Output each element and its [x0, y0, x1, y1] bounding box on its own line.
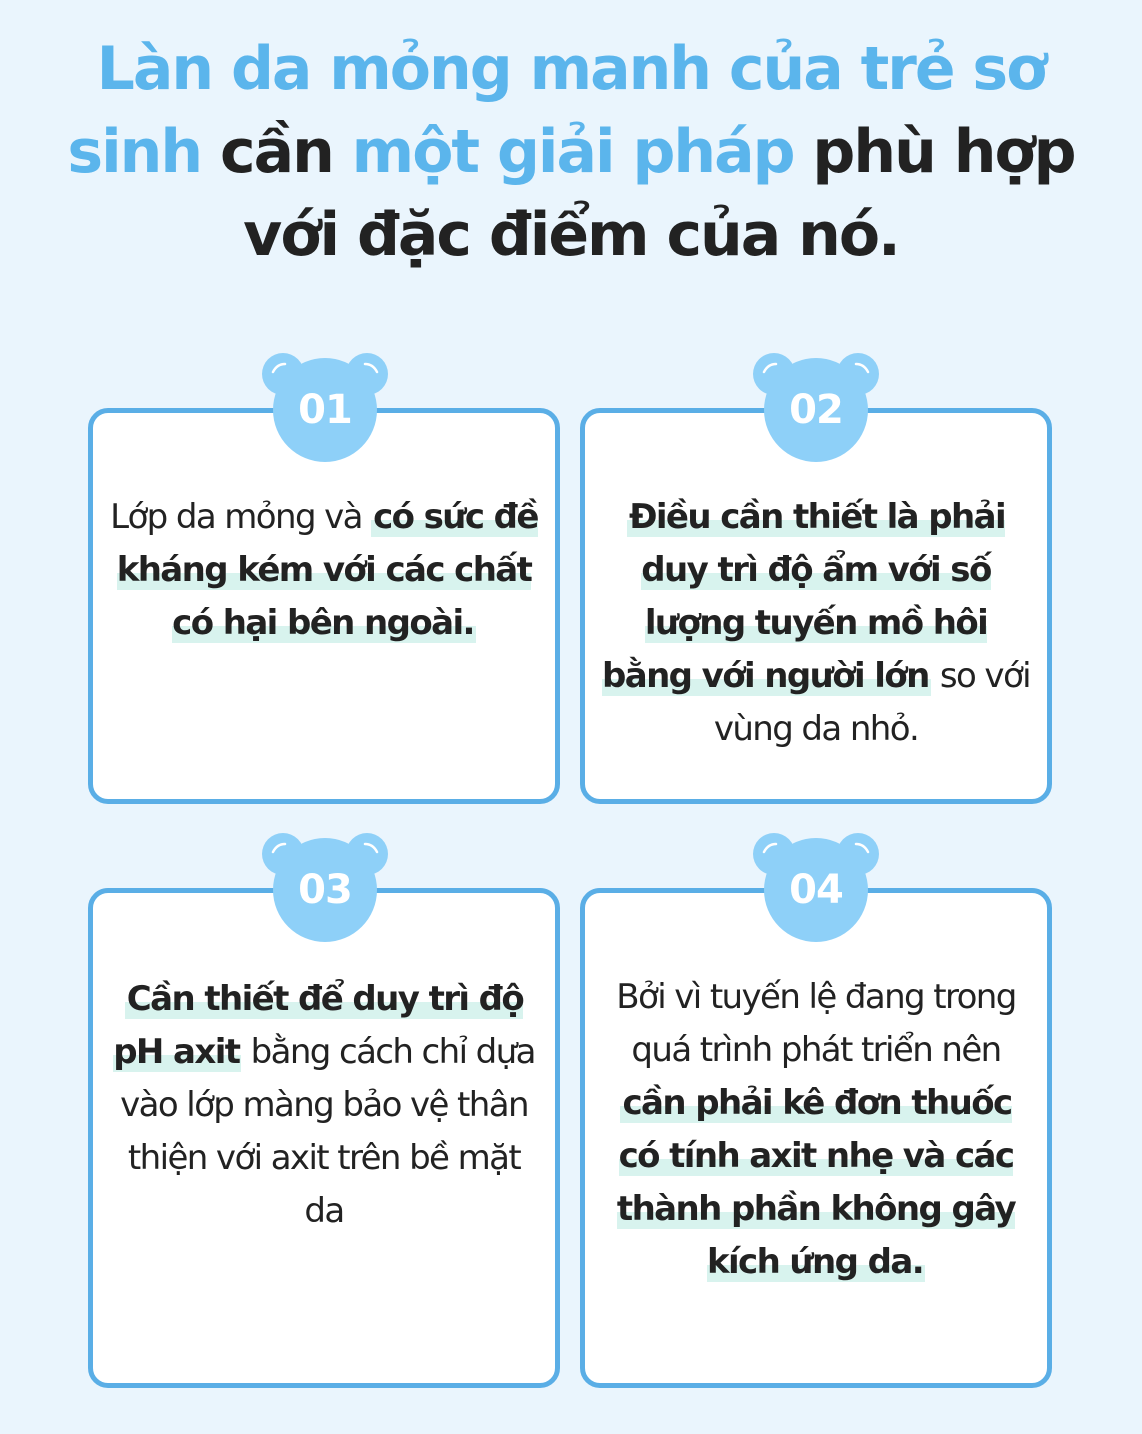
- headline-part-2: sinh: [67, 117, 202, 187]
- card-01-highlight: có sức đề kháng kém với các chất có hại bên ngoài.: [116, 497, 538, 643]
- card-03-text-after: bằng cách chỉ dựa vào lớp màng bảo vệ thân thiện với axit trên bề mặt da: [120, 1032, 535, 1231]
- card-01-number: 01: [298, 387, 352, 433]
- card-04-text: [599, 971, 1033, 1289]
- card-02-number: 02: [789, 387, 843, 433]
- info-card-03: [88, 888, 560, 1388]
- card-03-highlight: Cần thiết để duy trì độ pH axit: [113, 979, 524, 1072]
- headline-part-3: cần: [201, 117, 352, 187]
- card-04-number: 04: [789, 867, 843, 913]
- card-01-text-before: Lớp da mỏng và: [110, 497, 372, 537]
- card-02-text: [599, 491, 1033, 756]
- info-card-02: [580, 408, 1052, 804]
- headline-part-1: Làn da mỏng manh của trẻ sơ: [96, 34, 1046, 104]
- card-02-highlight: Điều cần thiết là phải duy trì độ ẩm với số lượng tuyến mồ hôi bằng với người lớn: [601, 497, 1006, 696]
- card-04-text-before: Bởi vì tuyến lệ đang trong quá trình phát triển nên: [616, 977, 1016, 1070]
- card-03-number: 03: [298, 867, 352, 913]
- page-headline: [60, 28, 1082, 277]
- card-03-text: [107, 973, 541, 1238]
- info-card-01: [88, 408, 560, 804]
- headline-part-4: một giải pháp: [351, 117, 794, 187]
- card-01-number-badge: [261, 350, 389, 462]
- card-03-number-badge: [261, 830, 389, 942]
- card-02-text-after: so với vùng da nhỏ.: [713, 656, 1030, 749]
- headline-part-5: phù hợp: [793, 117, 1075, 187]
- card-04-number-badge: [752, 830, 880, 942]
- card-01-text: [107, 491, 541, 650]
- card-02-number-badge: [752, 350, 880, 462]
- headline-part-6: với đặc điểm của nó.: [243, 200, 899, 270]
- card-04-highlight: cần phải kê đơn thuốc có tính axit nhẹ và các thành phần không gây kích ứng da.: [616, 1083, 1016, 1282]
- info-card-04: [580, 888, 1052, 1388]
